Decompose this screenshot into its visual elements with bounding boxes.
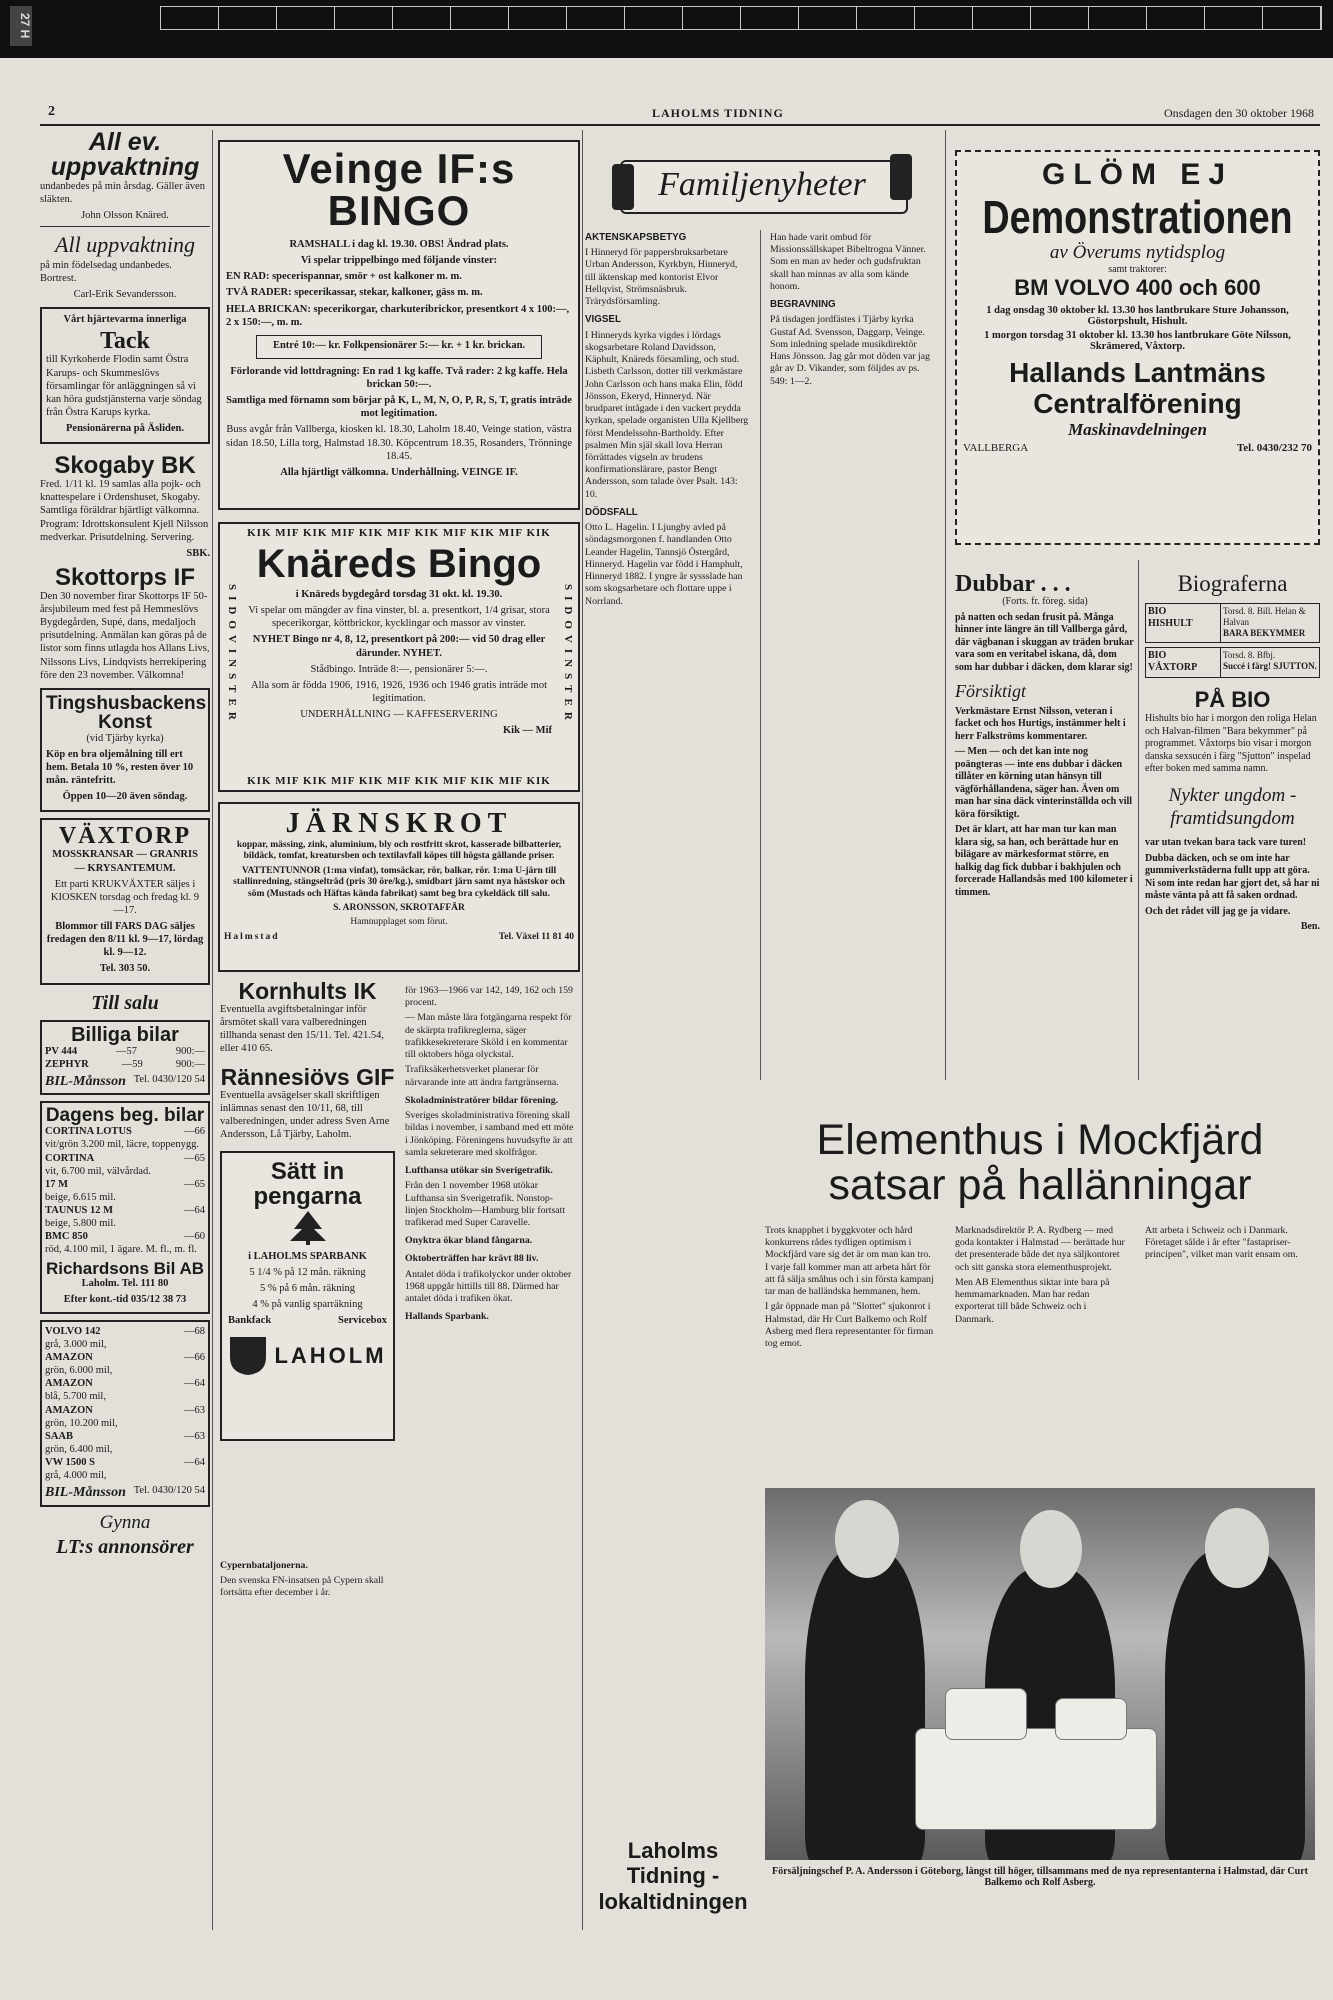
masthead — [40, 104, 1320, 126]
sparbank-r3: 4 % på vanlig sparräkning — [252, 1298, 363, 1310]
vehicle-cell: —57 — [116, 1045, 137, 1057]
news-heading: Onyktra ökar bland fångarna. — [405, 1235, 533, 1247]
elementhus-headline — [760, 1118, 1320, 1208]
elementhus-text: Marknadsdirektör P. A. Rydberg — med goda kontakter i Halmstad — berättade hur det presenterade både det nya säljkontoret och sitt ganska stora elementhusprojekt. — [955, 1225, 1125, 1273]
tack-title: Tack — [100, 328, 150, 355]
vaxtorp-ad — [40, 818, 210, 984]
glom-l10: VALLBERGA — [963, 441, 1029, 454]
column-sports — [220, 980, 395, 1441]
ad-sign: Carl-Erik Sevandersson. — [73, 289, 177, 301]
sparbank-r2: 5 % på 6 mån. räkning — [259, 1282, 356, 1294]
scan-border — [0, 0, 1333, 58]
bingo-border-bottom: KIK MIF KIK MIF KIK MIF KIK MIF KIK MIF KIK — [247, 775, 551, 787]
vehicle-cell: 17 M — [45, 1178, 69, 1190]
pa-bio-title: PÅ BIO — [1194, 686, 1271, 712]
paper-name: LAHOLMS TIDNING — [652, 106, 784, 120]
gynna: Gynna — [99, 1511, 151, 1533]
skottorp-title: Skottorps IF — [54, 563, 195, 591]
bio-text: var utan tvekan bara tack vare turen! — [1145, 837, 1307, 848]
richardsons-name: Richardsons Bil AB — [45, 1258, 205, 1278]
bingo-title: Veinge IF:s BINGO — [282, 145, 516, 234]
bingo-border-top: KIK MIF KIK MIF KIK MIF KIK MIF KIK MIF KIK — [247, 527, 551, 539]
bingo2-l3: NYHET Bingo nr 4, 8, 12, presentkort på 200:— vid 50 drag eller därunder. NYHET. — [252, 634, 546, 659]
vehicle-cell: vit, 6.700 mil, välvårdad. — [45, 1165, 151, 1177]
ad-text: på min födelsedag undanbedes. Bortrest. — [40, 259, 172, 284]
sparbank-r1: 5 1/4 % på 12 mån. räkning — [249, 1266, 366, 1278]
vehicle-row — [45, 1125, 205, 1138]
jarnskrot-ad — [218, 802, 580, 972]
family-text: Otto L. Hagelin. I Ljungby avled på söndagsmorgonen f. handlanden Otto Leander Hagelin, Tannsjö Östergård, Hinneryd. Hagelin var född i Hamphult, Hinneryd 1882. I yngre år syssslade han som skogsarbetare och flottare uppe i Norrland. — [585, 522, 743, 607]
vehicle-cell: vit/grön 3.200 mil, läcre, toppenygg. — [45, 1139, 199, 1151]
jarnskrot-place: Halmstad — [224, 931, 280, 942]
news-text: Antalet döda i trafikolyckor under oktober 1968 uppgår hittills till 88. Därmed har antalet döda i trafiken ökat. — [405, 1268, 572, 1305]
dubbar-sub: (Forts. fr. föreg. sida) — [1002, 596, 1088, 607]
bio-hishult — [1145, 603, 1320, 643]
billiga-title: Billiga bilar — [71, 1023, 179, 1046]
vehicle-row — [45, 1058, 205, 1071]
skogaby-title: Skogaby BK — [54, 452, 196, 480]
dagens-ad — [40, 1101, 210, 1314]
demonstration-ad — [955, 150, 1320, 545]
vehicle-cell: CORTINA — [45, 1152, 95, 1164]
vehicle-row — [45, 1430, 205, 1443]
vehicle-cell: —64 — [184, 1378, 205, 1390]
ad-title: All ev. uppvaktning — [50, 128, 200, 181]
vaxtorp-text2: Blommor till FARS DAG säljes fredagen den 8/11 kl. 9—17, lördag kl. 9—12. — [46, 921, 204, 959]
tidning-tagline: Laholms Tidning - lokaltidningen — [598, 1838, 748, 1914]
bil-mansson-tel: Tel. 0430/120 54 — [133, 1073, 205, 1085]
vehicle-row — [45, 1469, 205, 1482]
bio-text: Och det rådet vill jag ge ja vidare. — [1145, 905, 1291, 917]
vehicle-cell: —66 — [184, 1352, 205, 1363]
tings-text: Köp en bra oljemålning till ert hem. Betala 10 %, resten över 10 mån. räntefritt. — [46, 748, 194, 787]
issue-date: Onsdagen den 30 oktober 1968 — [1164, 106, 1314, 120]
sparbank-bank: i LAHOLMS SPARBANK — [248, 1250, 367, 1262]
vehicle-cell: grön, 6.400 mil, — [45, 1443, 113, 1455]
elementhus-h1: Elementhus i Mockfjärd — [816, 1116, 1264, 1164]
elementhus-col3 — [1145, 1225, 1315, 1265]
tings-open: Öppen 10—20 även söndag. — [62, 791, 188, 803]
elementhus-col2 — [955, 1225, 1125, 1329]
vehicle-row — [45, 1191, 205, 1204]
skogaby-sign: SBK. — [186, 547, 210, 559]
dubbar-text: Det är klart, att har man tur kan man klara sig, sa han, och berättade hur en bilägare av märkesformat större, en halkig dag fick dubbar i bakhjulen och forcerade Hallandsås med 100 kilometer i timmen. — [955, 824, 1133, 898]
vehicle-cell: —63 — [184, 1404, 205, 1416]
vehicle-cell: —68 — [184, 1325, 205, 1337]
news-heading: Oktoberträffen har krävt 88 liv. — [405, 1253, 539, 1265]
familjen-title: Familjenyheter — [658, 166, 866, 203]
veinge-bingo-ad — [218, 140, 580, 510]
vehicle-cell: —60 — [184, 1231, 205, 1243]
vehicle-cell: grön, 10.200 mil, — [45, 1417, 118, 1429]
family-heading: BEGRAVNING — [770, 299, 836, 311]
vehicle-cell: TAUNUS 12 M — [45, 1205, 114, 1216]
glom-l11: Tel. 0430/232 70 — [1236, 441, 1312, 454]
bio-place: HISHULT — [1148, 618, 1193, 630]
vehicle-row — [45, 1364, 205, 1377]
jarnskrot-title: JÄRNSKROT — [285, 808, 513, 839]
glom-l5: BM VOLVO 400 och 600 — [1014, 275, 1261, 300]
bingo-l4: TVÅ RADER: specerikassar, stekar, kalkoner, gäss m. m. — [226, 287, 483, 299]
lt-annonsorer: LT:s annonsörer — [56, 1535, 194, 1558]
dubbar-text: på natten och sedan frusit på. Många hinner inte längre än till Vallberga gård, där vägbanan i skuggan av träden brukar vara som en veritabel iskana, då, dom som har dubbar i däcken, dom klarar sig! — [955, 611, 1134, 673]
bio-film: Succé i färg! SJUTTON. — [1223, 660, 1317, 671]
elementhus-photo — [765, 1488, 1315, 1860]
vehicle-row — [45, 1351, 205, 1364]
elementhus-col1 — [765, 1225, 935, 1353]
sparbank-title: Sätt in pengarna — [253, 1158, 362, 1211]
bio-info: Torsd. 8. Bfbj. — [1223, 649, 1276, 660]
elementhus-h2: satsar på hallänningar — [828, 1161, 1252, 1210]
vehicle-row — [45, 1417, 205, 1430]
billiga-ad — [40, 1020, 210, 1096]
vehicle-cell: 900:— — [175, 1045, 205, 1057]
kornhults-title: Kornhults IK — [238, 978, 377, 1004]
vaxtorp-tel: Tel. 303 50. — [99, 963, 151, 975]
vehicle-cell: 900:— — [175, 1058, 205, 1070]
bingo-side-left: SIDOVINSTER — [226, 584, 238, 726]
bingo-l6: Entré 10:— kr. Folkpensionärer 5:— kr. + 1 kr. brickan. — [272, 339, 526, 351]
tings-sub: (vid Tjärby kyrka) — [86, 732, 164, 744]
ad-title: All uppvaktning — [55, 232, 195, 258]
vehicle-cell: —64 — [184, 1205, 205, 1216]
vehicle-cell: —66 — [184, 1126, 205, 1138]
rannes-title: Rännesiövs GIF — [220, 1063, 395, 1090]
column-family-1 — [585, 232, 750, 611]
bio-sign: Ben. — [1300, 921, 1320, 932]
jarnskrot-tel: Tel. Växel 11 81 40 — [498, 931, 574, 942]
bingo-l8: Samtliga med förnamn som börjar på K, L, M, N, O, P, R, S, T, gratis inträde mot legitimation. — [226, 395, 572, 420]
familjenyheter-banner — [612, 150, 912, 220]
tack-pre: Vårt hjärtevarma innerliga — [63, 314, 187, 326]
bil-mansson-logo: BIL-Månsson — [45, 1485, 126, 1501]
ad-text: undanbedes på min årsdag. Gäller även släkten. — [40, 181, 206, 206]
bil-mansson-logo: BIL-Månsson — [45, 1073, 126, 1089]
news-text: Trafiksäkerhetsverket planerar för närvarande inte att ändra fartgränserna. — [405, 1064, 559, 1088]
elementhus-text: Trots knapphet i byggkvoter och hård konkurrens rådes tydligen optimism i Mockfjärd vare sig det är om man kan tro. I varje fall kommer man att arbeta hårt för att få sälja småhus och i sin första kampanj tar man de halländska hemmanen, hem. — [765, 1225, 934, 1298]
page-number: 2 — [48, 104, 55, 119]
jarnskrot-sign: S. ARONSSON, SKROTAFFÄR — [333, 902, 465, 913]
family-text: I Hinneryds kyrka vigdes i lördags skogsarbetare Roland Davidsson, Käphult, Knäreds församling, och stud. Lisbeth Carlsson, dotter till verkmästare John Carlsson och hans maka Elin, född Jönsson, Ekeryd, Hinneryd. När brudparet intågade i den vackert prydda kyrkan, spelade organisten Ulla Kjellberg först Mendelssohn-Bartholdy. Efter psalmen Min själ skall lova Herran förrättades vigseln av brudens konfirmationslärare, pastor Bengt Andersson, som talade över Psalt. 143: 10. — [585, 329, 749, 500]
family-heading: AKTENSKAPSBETYG — [585, 232, 687, 243]
nykter-heading: Nykter ungdom - framtidsungdom — [1168, 784, 1297, 830]
vehicle-cell: beige, 5.800 mil. — [45, 1218, 116, 1230]
bil-mansson-tel: Tel. 0430/120 54 — [133, 1485, 205, 1497]
bingo-l2: Vi spelar trippelbingo med följande vinster: — [300, 255, 498, 267]
glom-l1: GLÖM EJ — [1041, 158, 1233, 191]
vehicle-cell: grå, 3.000 mil, — [45, 1338, 107, 1350]
column-news — [405, 985, 575, 1327]
news-text: — Man måste lära fotgängarna respekt för de skärpta trafikreglerna, säger trafikkesekreterare Sköld i en kommentar till oktobers höga olyckstal. — [405, 1012, 572, 1061]
bio-vaxtorp — [1145, 647, 1320, 678]
vehicle-cell: —65 — [184, 1152, 205, 1164]
bio-label: BIO — [1148, 649, 1167, 661]
vehicle-cell: ZEPHYR — [45, 1058, 89, 1070]
family-text: Han hade varit ombud för Missionssällskapet Bibeltrogna Vänner. Som en man av heder och gudsfruktan skall han minnas av alla som kände honom. — [770, 232, 926, 292]
bingo-l5: HELA BRICKAN: specerikorgar, charkuteribrickor, presentkort 4 x 100:—, 2 x 150:—, m. m. — [226, 303, 570, 328]
vehicle-row — [45, 1165, 205, 1178]
vehicle-cell: beige, 6.615 mil. — [45, 1191, 116, 1203]
family-text: På tisdagen jordfästes i Tjärby kyrka Gustaf Ad. Svensson, Daggarp, Veinge. Som inledning spelade musikdirektör Hans Jönsson. Jag går mot döden var jag går av D. Vikander, som följdes av ps. 549: 1—2. — [770, 314, 930, 387]
jarnskrot-text2: VATTENTUNNOR (1:ma vinfat), tomsäckar, rör, balkar, rör. 1:ma U-järn till stallinredning, stängselträd (pris 30 öre/kg.), smidbart järn samt nya hästskor och söm (Mustads och Häftas kända fabrikat) samt beg bra cykeldäck till salu. — [233, 865, 565, 899]
vehicle-row — [45, 1377, 205, 1390]
news-text: Den svenska FN-insatsen på Cypern skall fortsätta efter december i år. — [220, 1575, 384, 1599]
pa-bio-text: Hishults bio har i morgon den roliga Helan och Halvan-filmen "Bara bekymmer" på programmet. Våxtorps bio visar i morgon danska sexsucén i färg "Sjutton" inspelad efter boken med samma namn. — [1145, 713, 1317, 774]
bio-place: VÅXTORP — [1148, 662, 1198, 673]
volvo-ad — [40, 1320, 210, 1507]
news-heading: Cypernbataljonerna. — [220, 1560, 308, 1571]
bingo2-title: Knäreds Bingo — [256, 542, 542, 586]
color-calibration-strip — [160, 6, 1322, 30]
volvo-list — [45, 1325, 205, 1483]
vehicle-cell: VW 1500 S — [45, 1457, 95, 1468]
bingo2-l4: Stådbingo. Inträde 8:—, pensionärer 5:—. — [310, 663, 488, 675]
vehicle-cell: VOLVO 142 — [45, 1325, 101, 1337]
elementhus-text: Men AB Elementhus siktar inte bara på hemmamarknaden. Man har redan exporterat till både Schweiz och i Danmark. — [955, 1276, 1110, 1325]
vehicle-cell: blå, 5.700 mil, — [45, 1391, 106, 1403]
vehicle-cell: AMAZON — [45, 1352, 93, 1363]
bingo2-l7: Kik — Mif — [503, 725, 552, 737]
vehicle-row — [45, 1456, 205, 1469]
vehicle-cell: CORTINA LOTUS — [45, 1126, 132, 1138]
bingo-l10: Alla hjärtligt välkomna. Underhållning. VEINGE IF. — [280, 466, 518, 478]
vehicle-row — [45, 1243, 205, 1256]
knareds-bingo-ad — [218, 522, 580, 792]
skogaby-text: Fred. 1/11 kl. 19 samlas alla pojk- och knattespelare i Ordenshuset, Skogaby. Samtliga föräldrar hjärtligt välkomna. Program: Idrottskonsulent Kjell Nilsson medverkar. Prisutdelning. Servering. — [40, 479, 209, 543]
richardsons-tel: Laholm. Tel. 111 80 — [81, 1277, 169, 1289]
vehicle-row — [45, 1390, 205, 1403]
bingo2-l5: Alla som är födda 1906, 1916, 1926, 1936 och 1946 gratis inträde mot legitimation. — [251, 679, 547, 704]
column-family-2 — [770, 232, 935, 391]
vehicle-cell: BMC 850 — [45, 1231, 88, 1243]
vehicle-row — [45, 1230, 205, 1243]
bio-info: Torsd. 8. Bill. Helan & Halvan — [1223, 605, 1306, 627]
news-text: Från den 1 november 1968 utökar Lufthansa sin Sverigetrafik. Nonstop-linjen Stockholm—Hamburg blir fortsatt trafikerad med Super Caravelle. — [405, 1180, 566, 1228]
vehicle-row — [45, 1325, 205, 1338]
dagens-title: Dagens beg. bilar — [45, 1105, 205, 1127]
vehicle-row — [45, 1178, 205, 1191]
vehicle-row — [45, 1404, 205, 1417]
dubbar-text: — Men — och det kan inte nog poängteras — inte ens dubbar i däcken tillåter en körning utan hänsyn till vägförhållandena, säger han. Även om man har sina däck vinterinställda och vill köra försiktigt. — [955, 746, 1133, 820]
richardsons-tel2: Efter kont.-tid 035/12 38 73 — [63, 1293, 187, 1305]
column-classifieds — [40, 130, 210, 1560]
family-heading: DÖDSFALL — [585, 506, 638, 518]
family-text: I Hinneryd för pappersbruksarbetare Urban Andersson, Kyrkbyn, Hinneryd, till äktenskap med kontorist Elvor Hellqvist, Strömsnäsbruk. Trärydsförsamling. — [585, 247, 738, 308]
column-bio — [1145, 570, 1320, 937]
dubbar-heading: Försiktigt — [955, 681, 1026, 701]
vehicle-row — [45, 1204, 205, 1217]
vehicle-cell: röd, 4.100 mil, 1 ägare. M. fl., m. fl. — [45, 1244, 197, 1256]
bio-film: BARA BEKYMMER — [1223, 628, 1306, 639]
sparbank-ad — [220, 1151, 395, 1441]
family-heading: VIGSEL — [585, 314, 621, 326]
vehicle-row — [45, 1045, 205, 1058]
vehicle-row — [45, 1138, 205, 1151]
photo-caption: Försäljningschef P. A. Andersson i Göteborg, längst till höger, tillsammans med de nya representanterna i Halmstad, där Curt Balkemo och Rolf Asberg. — [772, 1866, 1308, 1888]
column-dubbar — [955, 572, 1135, 902]
skottorp-text: Den 30 november firar Skottorps IF 50-årsjubileum med fest på Hemmeslövs Bygdegården, Supé, dans, medaljoch prisutdelning. Anmälan kan göras på de listor som finns utlagda hos Allans Livs, Nilssons Livs, Lindqvists herrekipering före den 23 november. Välkomna! — [40, 590, 210, 681]
microfilm-folio: 27 H — [10, 6, 32, 46]
vehicle-cell: —59 — [121, 1058, 143, 1070]
vehicle-cell: grå, 4.000 mil, — [45, 1470, 107, 1482]
elementhus-text: Att arbeta i Schweiz och i Danmark. Företaget sålde i år efter "fastapriser-principen", vilket man varit ensam om. — [1145, 1225, 1298, 1261]
jarnskrot-sign2: Hamnupplaget som förut. — [350, 917, 448, 928]
vaxtorp-text: Ett parti KRUKVÄXTER säljes i KIOSKEN torsdag och fredag kl. 9—17. — [50, 878, 200, 916]
bingo2-l6: UNDERHÅLLNING — KAFFESERVERING — [300, 709, 498, 720]
glom-l9: Maskinavdelningen — [1068, 419, 1207, 439]
rannes-text: Eventuella avsägelser skall skriftligen inlämnas senast den 10/11, 68, till valberedningen, under adress Sven Arne Andersson, Lå Tjärby, Laholm. — [220, 1089, 390, 1140]
bingo2-l1: i Knäreds bygdegård torsdag 31 okt. kl. 19.30. — [295, 589, 503, 600]
bingo-l7: Förlorande vid lottdragning: En rad 1 kg kaffe. Två rader: 2 kg kaffe. Hela brickan 50:—. — [230, 365, 568, 390]
jarnskrot-text: koppar, mässing, zink, aluminium, bly och rostfritt skrot, kasserade bilbatterier, bildäck, tomfat, kreatursben och textilavfall köpes till högsta gällande priser. — [236, 840, 562, 862]
coat-of-arms-icon — [228, 1335, 268, 1377]
sparbank-b2: Servicebox — [338, 1315, 387, 1326]
tings-ad — [40, 688, 210, 813]
vehicle-row — [45, 1338, 205, 1351]
glom-l6: 1 dag onsdag 30 oktober kl. 13.30 hos lantbrukare Sture Johansson, Göstorpshult, Hishult. — [986, 305, 1289, 327]
glom-l3: av Överums nytidsplog — [1049, 242, 1226, 263]
vehicle-cell: —65 — [184, 1178, 205, 1190]
elementhus-text: I går öppnade man på "Slottet" sjukonrot i Halmstad, där Hr Curt Balkemo och Rolf Asberg med flera representanter för firman tog emot. — [765, 1301, 934, 1350]
vehicle-row — [45, 1217, 205, 1230]
bingo-side-right: SIDOVINSTER — [562, 584, 574, 726]
bio-title: Biograferna — [1177, 571, 1288, 596]
tack-ad — [40, 307, 210, 444]
bio-text: Dubba däcken, och se om inte har gummiverkstäderna fullt upp att göra. Ni som inte redan har gjort det, så har ni måste vänta på att få saken ordnad. — [1145, 852, 1320, 901]
dagens-list — [45, 1125, 205, 1256]
vehicle-cell: AMAZON — [45, 1378, 93, 1390]
vehicle-cell: —64 — [184, 1457, 205, 1468]
till-salu: Till salu — [91, 991, 159, 1014]
bingo2-l2: Vi spelar om mängder av fina vinster, bl. a. presentkort, 1/4 grisar, stora specerikorgar, köttbrickor, kycklingar och massor av vinster. — [248, 605, 550, 630]
news-heading: Hallands Sparbank. — [405, 1311, 489, 1323]
bio-label: BIO — [1148, 605, 1167, 617]
sparbank-b1: Bankfack — [228, 1315, 272, 1326]
bingo-l3: EN RAD: specerispannar, smör + ost kalkoner m. m. — [226, 271, 462, 283]
tack-sign: Pensionärerna på Äsliden. — [66, 423, 184, 434]
tings-title: Tingshusbackens Konst — [46, 692, 207, 733]
news-heading: Skoladministratörer bildar förening. — [405, 1094, 559, 1106]
vehicle-cell: PV 444 — [45, 1045, 78, 1057]
tree-icon — [278, 1209, 338, 1245]
news-text: för 1963—1966 var 142, 149, 162 och 159 procent. — [405, 985, 573, 1009]
glom-l8: Hallands Lantmäns Centralförening — [1009, 357, 1266, 419]
dubbar-title: Dubbar . . . — [955, 571, 1071, 597]
vaxtorp-title: VÄXTORP — [58, 823, 192, 850]
glom-l2: Demonstrationen — [982, 191, 1293, 243]
glom-l7: 1 morgon torsdag 31 oktober kl. 13.30 hos lantbrukare Göte Nilsson, Skrämered, Våxtorp. — [984, 330, 1291, 352]
vehicle-cell: AMAZON — [45, 1404, 93, 1416]
news-text: Sveriges skoladministrativa förening skall bildas i november, i samband med ett möte i Jönköping. Föreningens huvudsyfte är att samla sekreterare med skolfrågor. — [405, 1110, 574, 1158]
ad-sign: John Olsson Knäred. — [81, 210, 169, 222]
vehicle-row — [45, 1443, 205, 1456]
bingo-l1: RAMSHALL i dag kl. 19.30. OBS! Ändrad plats. — [289, 239, 509, 250]
news-heading: Lufthansa utökar sin Sverigetrafik. — [405, 1165, 553, 1177]
sparbank-town: LAHOLM — [274, 1343, 387, 1369]
bingo-l9: Buss avgår från Vallberga, kiosken kl. 18.30, Laholm 18.40, Veinge station, västra sidan 18.50, Lilla torg, Halmstad 18.30. Köpcentrum 18.35, Rosanders, Trönninge 18.45. — [226, 424, 572, 462]
vaxtorp-l1: MOSSKRANSAR — GRANRIS — KRYSANTEMUM. — [52, 849, 198, 874]
vehicle-cell: grön, 6.000 mil, — [45, 1365, 113, 1377]
vehicle-row — [45, 1152, 205, 1165]
billiga-list — [45, 1045, 205, 1071]
column-news-left — [220, 1560, 395, 1603]
vehicle-cell: —63 — [184, 1430, 205, 1442]
kornhults-text: Eventuella avgiftsbetalningar inför årsmötet skall vara valberedningen tillhanda senast den 15/11. Tel. 421.54, eller 410 65. — [220, 1004, 385, 1055]
tack-text: till Kyrkoherde Flodin samt Östra Karups- och Skummeslövs församlingar för anläggningen så vi kan höra gudstjänsterna varje söndag från Östra Karups kyrka. — [46, 354, 202, 418]
glom-l4: samt traktorer: — [1108, 264, 1167, 275]
vehicle-cell: SAAB — [45, 1430, 74, 1442]
dubbar-text: Verkmästare Ernst Nilsson, veteran i facket och hos Hurtigs, instämmer helt i herr Falkströms kommentarer. — [955, 705, 1126, 742]
